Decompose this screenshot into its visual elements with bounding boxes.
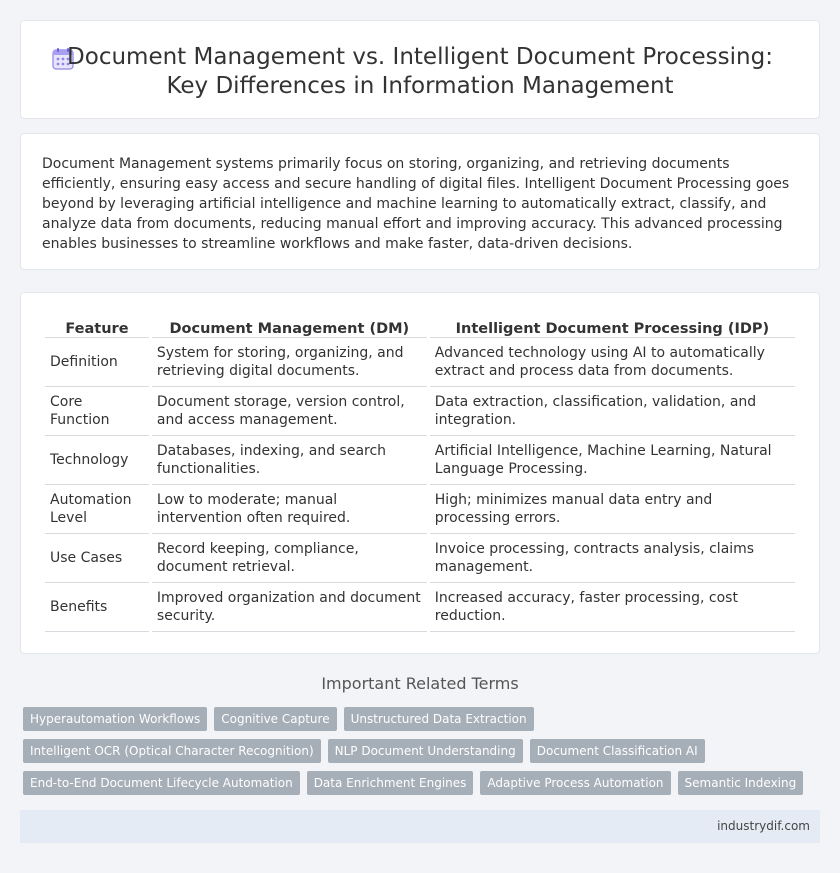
comparison-card (20, 292, 820, 654)
row-dm: Databases, indexing, and search functionalities. (152, 436, 427, 485)
related-term-tag[interactable]: Cognitive Capture (214, 707, 336, 731)
related-term-tag[interactable]: Intelligent OCR (Optical Character Recognition) (23, 739, 321, 763)
row-feature: Benefits (45, 583, 149, 632)
header-dm: Document Management (DM) (152, 316, 427, 338)
related-term-tag[interactable]: End-to-End Document Lifecycle Automation (23, 771, 300, 795)
row-feature: Use Cases (45, 534, 149, 583)
related-term-tag[interactable]: Unstructured Data Extraction (344, 707, 534, 731)
related-term-tag[interactable]: Semantic Indexing (678, 771, 804, 795)
row-dm: Low to moderate; manual intervention often required. (152, 485, 427, 534)
row-feature: Technology (45, 436, 149, 485)
related-term-tag[interactable]: Adaptive Process Automation (480, 771, 670, 795)
row-idp: Data extraction, classification, validation, and integration. (430, 387, 795, 436)
row-idp: Invoice processing, contracts analysis, claims management. (430, 534, 795, 583)
related-term-tag[interactable]: Document Classification AI (530, 739, 705, 763)
table-row (45, 485, 795, 534)
header-card (20, 20, 820, 119)
related-term-tag[interactable]: Hyperautomation Workflows (23, 707, 207, 731)
footer (20, 810, 820, 843)
table-header-row (45, 316, 795, 338)
table-row (45, 534, 795, 583)
row-dm: Improved organization and document security. (152, 583, 427, 632)
row-dm: System for storing, organizing, and retrieving digital documents. (152, 338, 427, 387)
row-feature: Automation Level (45, 485, 149, 534)
page-title: Document Management vs. Intelligent Document Processing: Key Differences in Information Management (67, 44, 773, 99)
row-idp: Artificial Intelligence, Machine Learning, Natural Language Processing. (430, 436, 795, 485)
related-terms-list (23, 707, 813, 795)
row-dm: Record keeping, compliance, document retrieval. (152, 534, 427, 583)
header-idp: Intelligent Document Processing (IDP) (430, 316, 795, 338)
intro-paragraph: Document Management systems primarily focus on storing, organizing, and retrieving documents efficiently, ensuring easy access and secure handling of digital files. Intelligent Document Processing goes beyond by leveraging artificial intelligence and machine learning to automatically extract, classify, and analyze data from documents, reducing manual effort and improving accuracy. This advanced processing enables businesses to streamline workflows and make faster, data-driven decisions. (42, 156, 790, 252)
row-idp: Advanced technology using AI to automatically extract and process data from documents. (430, 338, 795, 387)
footer-site-link[interactable]: industrydif.com (717, 819, 810, 833)
row-idp: Increased accuracy, faster processing, cost reduction. (430, 583, 795, 632)
row-feature: Core Function (45, 387, 149, 436)
header-feature: Feature (45, 316, 149, 338)
table-row (45, 436, 795, 485)
related-term-tag[interactable]: Data Enrichment Engines (307, 771, 474, 795)
table-row (45, 387, 795, 436)
table-row (45, 338, 795, 387)
comparison-table (42, 316, 798, 632)
row-idp: High; minimizes manual data entry and processing errors. (430, 485, 795, 534)
table-row (45, 583, 795, 632)
related-term-tag[interactable]: NLP Document Understanding (328, 739, 523, 763)
intro-card (20, 133, 820, 270)
row-feature: Definition (45, 338, 149, 387)
row-dm: Document storage, version control, and access management. (152, 387, 427, 436)
related-terms-heading: Important Related Terms (321, 674, 519, 693)
